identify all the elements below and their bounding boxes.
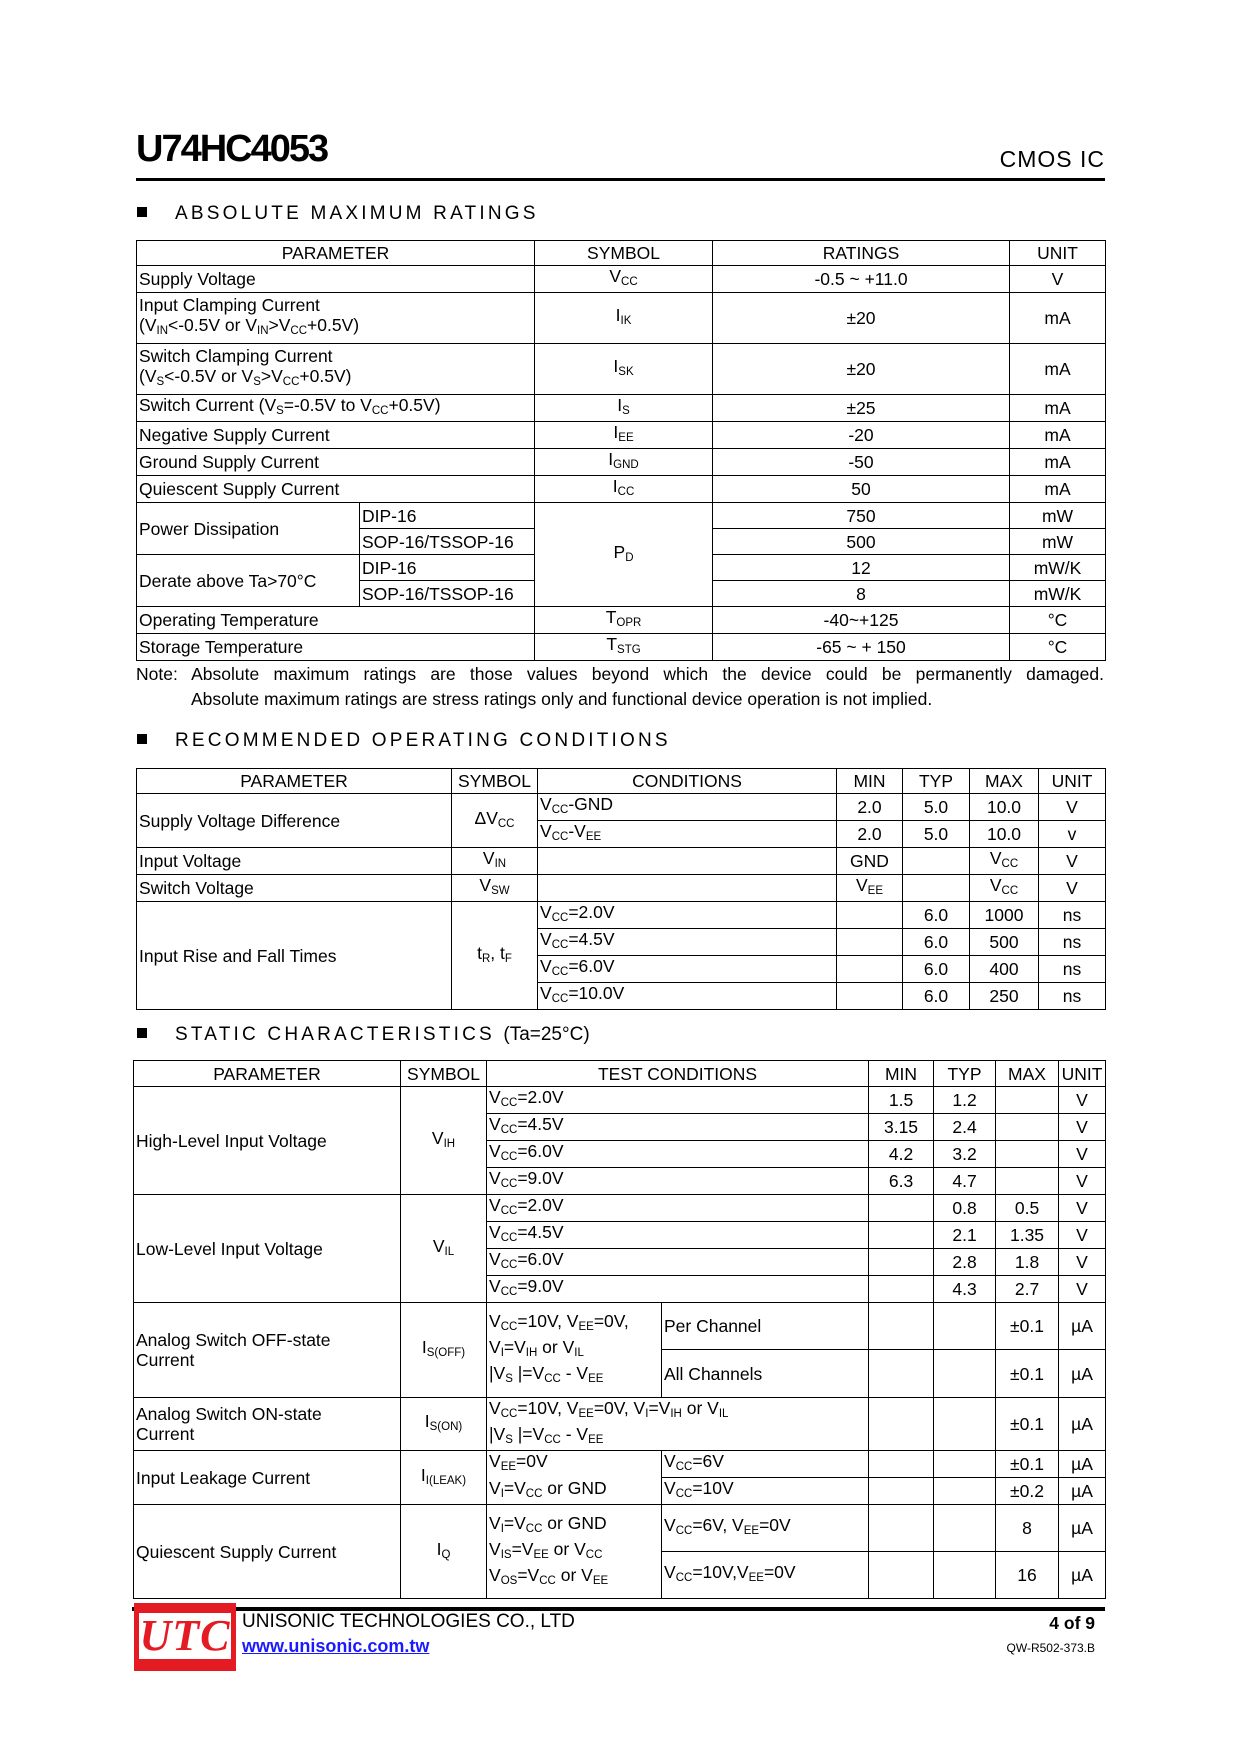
- cell-unit: V: [1039, 848, 1106, 875]
- cell-unit: V: [1059, 1222, 1106, 1249]
- cell-max: [996, 1114, 1059, 1141]
- cell-package: SOP-16/TSSOP-16: [360, 581, 535, 607]
- cell-symbol: $I_{S(OFF)}$: [401, 1303, 487, 1398]
- table-row: [134, 1398, 1106, 1451]
- cell-max: 250: [970, 983, 1039, 1010]
- table-row: [134, 1505, 1106, 1552]
- cell-max: 1000: [970, 902, 1039, 929]
- table-row: [137, 344, 1106, 395]
- cell-unit: mA: [1010, 293, 1106, 344]
- cell-unit: mW/K: [1010, 555, 1106, 581]
- page-number: 4 of 9: [1049, 1613, 1095, 1633]
- cell-unit: ns: [1039, 929, 1106, 956]
- cell-conditions: $V_{CC}=10V$, $V_{EE}=0V$, $V_I=V_{IH}$ or $V_{IL}$ $|V_S$ $|=V_{CC} - V_{EE}$: [487, 1303, 662, 1398]
- cell-parameter: Supply Voltage: [137, 266, 535, 293]
- table-row: [134, 1451, 1106, 1478]
- ratings-note: [136, 662, 1104, 712]
- cell-symbol: $T_{STG}$: [535, 634, 713, 661]
- cell-conditions: $V_{CC}=10V$, $V_{EE}=0V$, $V_I=V_{IH}$ or $V_{IL}$ $|V_S$ $|=V_{CC} - V_{EE}$: [487, 1398, 869, 1451]
- cell-max: 1.35: [996, 1222, 1059, 1249]
- cell-typ: 6.0: [903, 956, 970, 983]
- cell-parameter: Switch Voltage: [137, 875, 452, 902]
- cell-typ: 4.7: [934, 1168, 996, 1195]
- col-header-unit: UNIT: [1010, 241, 1106, 266]
- cell-ratings: 50: [713, 476, 1010, 503]
- col-header-max: MAX: [996, 1061, 1059, 1087]
- table-row: [137, 476, 1106, 503]
- cell-parameter: Power Dissipation: [137, 503, 360, 555]
- cell-symbol: $I_{SK}$: [535, 344, 713, 395]
- col-header-unit: UNIT: [1059, 1061, 1106, 1087]
- table-header-row: [134, 1061, 1106, 1087]
- cell-conditions: $V_{CC}=6.0V$: [487, 1249, 869, 1276]
- cell-typ: 3.2: [934, 1141, 996, 1168]
- cell-typ: [903, 875, 970, 902]
- table-row: [137, 449, 1106, 476]
- cell-typ: 2.4: [934, 1114, 996, 1141]
- cell-ratings: 500: [713, 529, 1010, 555]
- table-row: [137, 422, 1106, 449]
- col-header-parameter: PARAMETER: [134, 1061, 401, 1087]
- cell-unit: mA: [1010, 344, 1106, 395]
- cell-min: [869, 1276, 934, 1303]
- cell-parameter: Switch Current ($V_S=-0.5V$ to $V_{CC}+0.5V$): [137, 395, 535, 422]
- device-family: CMOS IC: [999, 146, 1105, 172]
- cell-conditions: $V_{CC}=4.5V$: [487, 1222, 869, 1249]
- cell-parameter: Ground Supply Current: [137, 449, 535, 476]
- cell-min: 1.5: [869, 1087, 934, 1114]
- cell-unit: µA: [1059, 1478, 1106, 1505]
- cell-ratings: -65 ~ + 150: [713, 634, 1010, 661]
- cell-ratings: ±20: [713, 344, 1010, 395]
- table-row: [134, 1303, 1106, 1350]
- section-title: RECOMMENDED OPERATING CONDITIONS: [175, 730, 671, 751]
- table-row: [137, 503, 1106, 529]
- cell-conditions: $V_{CC}=9.0V$: [487, 1276, 869, 1303]
- cell-unit: µA: [1059, 1398, 1106, 1451]
- cell-min: [837, 902, 903, 929]
- cell-conditions: $V_{CC}=2.0V$: [487, 1087, 869, 1114]
- col-header-conditions: CONDITIONS: [538, 769, 837, 794]
- cell-max: ±0.2: [996, 1478, 1059, 1505]
- cell-max: 8: [996, 1505, 1059, 1552]
- cell-typ: [934, 1505, 996, 1552]
- section-recommended: [137, 730, 671, 752]
- cell-min: $V_{EE}$: [837, 875, 903, 902]
- cell-unit: µA: [1059, 1451, 1106, 1478]
- cell-conditions: $V_{CC}=6.0V$: [487, 1141, 869, 1168]
- cell-ratings: 8: [713, 581, 1010, 607]
- section-static: [137, 1024, 590, 1046]
- col-header-min: MIN: [869, 1061, 934, 1087]
- cell-max: 400: [970, 956, 1039, 983]
- cell-conditions: $V_I=V_{CC}$ or GND: [487, 1478, 662, 1505]
- cell-conditions: $V_{CC}=6.0V$: [538, 956, 837, 983]
- table-row: [137, 848, 1106, 875]
- cell-ratings: ±20: [713, 293, 1010, 344]
- cell-conditions: $V_{CC}$-GND: [538, 794, 837, 821]
- part-number: U74HC4053: [136, 128, 328, 170]
- cell-unit: V: [1059, 1249, 1106, 1276]
- cell-ratings: -40~+125: [713, 607, 1010, 634]
- cell-unit: ns: [1039, 902, 1106, 929]
- cell-min: 4.2: [869, 1141, 934, 1168]
- cell-conditions: [538, 848, 837, 875]
- cell-parameter: High-Level Input Voltage: [134, 1087, 401, 1195]
- cell-unit: V: [1059, 1087, 1106, 1114]
- table-row: [137, 266, 1106, 293]
- cell-min: [869, 1249, 934, 1276]
- cell-max: ±0.1: [996, 1303, 1059, 1350]
- note-line-2: Absolute maximum ratings are stress ratings only and functional device operation is not implied.: [191, 689, 933, 709]
- cell-symbol: $T_{OPR}$: [535, 607, 713, 634]
- cell-conditions: $V_{CC}=4.5V$: [538, 929, 837, 956]
- cell-conditions: $V_{CC}-V_{EE}$: [538, 821, 837, 848]
- cell-unit: mW/K: [1010, 581, 1106, 607]
- cell-typ: [934, 1398, 996, 1451]
- cell-typ: 0.8: [934, 1195, 996, 1222]
- cell-min: 6.3: [869, 1168, 934, 1195]
- document-number: QW-R502-373.B: [1006, 1641, 1095, 1655]
- cell-typ: 5.0: [903, 821, 970, 848]
- cell-parameter: Operating Temperature: [137, 607, 535, 634]
- cell-ratings: -0.5 ~ +11.0: [713, 266, 1010, 293]
- cell-max: 500: [970, 929, 1039, 956]
- cell-max: ±0.1: [996, 1451, 1059, 1478]
- note-line-1: Note: Absolute maximum ratings are those values beyond which the device could be permanently damaged.: [136, 664, 1104, 684]
- cell-min: [869, 1350, 934, 1398]
- table-header-row: [137, 241, 1106, 266]
- square-bullet-icon: [137, 734, 147, 744]
- cell-typ: 6.0: [903, 929, 970, 956]
- cell-min: [869, 1398, 934, 1451]
- cell-package: SOP-16/TSSOP-16: [360, 529, 535, 555]
- cell-symbol: $t_R$, $t_F$: [452, 902, 538, 1010]
- cell-min: 3.15: [869, 1114, 934, 1141]
- table-row: [137, 395, 1106, 422]
- cell-conditions: $V_{CC}=4.5V$: [487, 1114, 869, 1141]
- cell-unit: °C: [1010, 634, 1106, 661]
- cell-max: 10.0: [970, 821, 1039, 848]
- table-row: [137, 634, 1106, 661]
- cell-min: [869, 1222, 934, 1249]
- cell-typ: [934, 1451, 996, 1478]
- cell-typ: [934, 1303, 996, 1350]
- cell-unit: mA: [1010, 422, 1106, 449]
- cell-max: 10.0: [970, 794, 1039, 821]
- cell-typ: 1.2: [934, 1087, 996, 1114]
- cell-symbol: $I_{EE}$: [535, 422, 713, 449]
- cell-parameter: Quiescent Supply Current: [134, 1505, 401, 1599]
- cell-max: [996, 1168, 1059, 1195]
- table-row: [137, 902, 1106, 929]
- cell-ratings: -50: [713, 449, 1010, 476]
- cell-min: GND: [837, 848, 903, 875]
- square-bullet-icon: [137, 1028, 147, 1038]
- header-rule: [136, 178, 1105, 181]
- cell-parameter: Input Voltage: [137, 848, 452, 875]
- section-title: ABSOLUTE MAXIMUM RATINGS: [175, 203, 539, 224]
- cell-parameter: Storage Temperature: [137, 634, 535, 661]
- cell-min: [837, 929, 903, 956]
- cell-ratings: 12: [713, 555, 1010, 581]
- cell-package: DIP-16: [360, 503, 535, 529]
- cell-ratings: -20: [713, 422, 1010, 449]
- cell-subcondition: $V_{CC}=10V,V_{EE}=0V$: [662, 1552, 869, 1599]
- cell-min: [869, 1505, 934, 1552]
- cell-max: $V_{CC}$: [970, 875, 1039, 902]
- cell-unit: µA: [1059, 1505, 1106, 1552]
- cell-unit: V: [1059, 1195, 1106, 1222]
- table-row: [134, 1195, 1106, 1222]
- cell-parameter: Quiescent Supply Current: [137, 476, 535, 503]
- cell-unit: V: [1059, 1114, 1106, 1141]
- cell-unit: mW: [1010, 503, 1106, 529]
- recommended-conditions-table: [136, 768, 1106, 1010]
- cell-typ: 5.0: [903, 794, 970, 821]
- cell-unit: V: [1039, 794, 1106, 821]
- cell-typ: [934, 1350, 996, 1398]
- cell-unit: V: [1059, 1141, 1106, 1168]
- cell-typ: [934, 1552, 996, 1599]
- col-header-symbol: SYMBOL: [535, 241, 713, 266]
- col-header-typ: TYP: [934, 1061, 996, 1087]
- cell-max: 16: [996, 1552, 1059, 1599]
- cell-typ: [903, 848, 970, 875]
- cell-conditions: $V_{CC}=9.0V$: [487, 1168, 869, 1195]
- cell-unit: V: [1059, 1168, 1106, 1195]
- cell-max: [996, 1087, 1059, 1114]
- cell-unit: µA: [1059, 1303, 1106, 1350]
- logo-text: UTC: [139, 1611, 231, 1660]
- cell-ratings: ±25: [713, 395, 1010, 422]
- cell-subcondition: Per Channel: [662, 1303, 869, 1350]
- cell-symbol: $I_{CC}$: [535, 476, 713, 503]
- cell-conditions: $V_{EE}=0V$: [487, 1451, 662, 1478]
- cell-min: [837, 983, 903, 1010]
- cell-typ: 2.1: [934, 1222, 996, 1249]
- cell-parameter: Supply Voltage Difference: [137, 794, 452, 848]
- col-header-ratings: RATINGS: [713, 241, 1010, 266]
- table-row: [137, 607, 1106, 634]
- cell-symbol: $V_{SW}$: [452, 875, 538, 902]
- cell-max: ±0.1: [996, 1398, 1059, 1451]
- cell-max: ±0.1: [996, 1350, 1059, 1398]
- col-header-typ: TYP: [903, 769, 970, 794]
- cell-parameter: Input Clamping Current ($V_{IN}<-0.5V$ or $V_{IN}>V_{CC}+0.5V$): [137, 293, 535, 344]
- col-header-parameter: PARAMETER: [137, 769, 452, 794]
- col-header-parameter: PARAMETER: [137, 241, 535, 266]
- cell-symbol: $I_{S(ON)}$: [401, 1398, 487, 1451]
- section-title: STATIC CHARACTERISTICS: [175, 1024, 495, 1045]
- cell-min: [869, 1303, 934, 1350]
- cell-unit: mA: [1010, 395, 1106, 422]
- cell-subcondition: $V_{CC}=10V$: [662, 1478, 869, 1505]
- cell-symbol: $V_{IN}$: [452, 848, 538, 875]
- cell-unit: mW: [1010, 529, 1106, 555]
- company-website-link[interactable]: www.unisonic.com.tw: [242, 1636, 430, 1656]
- cell-unit: µA: [1059, 1552, 1106, 1599]
- cell-parameter: Input Rise and Fall Times: [137, 902, 452, 1010]
- cell-symbol: $I_{IK}$: [535, 293, 713, 344]
- cell-typ: 4.3: [934, 1276, 996, 1303]
- cell-parameter: Derate above Ta>70°C: [137, 555, 360, 607]
- cell-unit: mA: [1010, 449, 1106, 476]
- table-row: [137, 293, 1106, 344]
- col-header-symbol: SYMBOL: [401, 1061, 487, 1087]
- cell-package: DIP-16: [360, 555, 535, 581]
- cell-symbol: $V_{IL}$: [401, 1195, 487, 1303]
- cell-min: [837, 956, 903, 983]
- cell-conditions: $V_{CC}=2.0V$: [538, 902, 837, 929]
- cell-unit: ns: [1039, 983, 1106, 1010]
- cell-min: [869, 1195, 934, 1222]
- company-name: UNISONIC TECHNOLOGIES CO., LTD: [242, 1611, 575, 1632]
- cell-min: [869, 1451, 934, 1478]
- cell-symbol: $P_D$: [535, 503, 713, 607]
- col-header-conditions: TEST CONDITIONS: [487, 1061, 869, 1087]
- cell-unit: V: [1059, 1276, 1106, 1303]
- cell-unit: v: [1039, 821, 1106, 848]
- cell-max: 2.7: [996, 1276, 1059, 1303]
- cell-symbol: $I_Q$: [401, 1505, 487, 1599]
- static-characteristics-table: [133, 1060, 1106, 1599]
- cell-max: 0.5: [996, 1195, 1059, 1222]
- cell-ratings: 750: [713, 503, 1010, 529]
- cell-conditions: [538, 875, 837, 902]
- cell-subcondition: $V_{CC}=6V$, $V_{EE}=0V$: [662, 1505, 869, 1552]
- cell-conditions: $V_I=V_{CC}$ or GND $V_{IS}=V_{EE}$ or $V_{CC}$ $V_{OS}=V_{CC}$ or $V_{EE}$: [487, 1505, 662, 1599]
- table-header-row: [137, 769, 1106, 794]
- cell-parameter: Low-Level Input Voltage: [134, 1195, 401, 1303]
- cell-symbol: $I_S$: [535, 395, 713, 422]
- cell-min: [869, 1552, 934, 1599]
- utc-logo: [134, 1603, 236, 1671]
- cell-symbol: $I_{I(LEAK)}$: [401, 1451, 487, 1505]
- cell-parameter: Switch Clamping Current ($V_S<-0.5V$ or $V_S>V_{CC}+0.5V$): [137, 344, 535, 395]
- cell-unit: V: [1039, 875, 1106, 902]
- cell-symbol: $I_{GND}$: [535, 449, 713, 476]
- cell-conditions: $V_{CC}=10.0V$: [538, 983, 837, 1010]
- cell-max: [996, 1141, 1059, 1168]
- cell-typ: 6.0: [903, 983, 970, 1010]
- cell-parameter: Input Leakage Current: [134, 1451, 401, 1505]
- cell-max: $V_{CC}$: [970, 848, 1039, 875]
- cell-min: 2.0: [837, 794, 903, 821]
- table-row: [137, 875, 1106, 902]
- cell-min: 2.0: [837, 821, 903, 848]
- cell-subcondition: $V_{CC}=6V$: [662, 1451, 869, 1478]
- col-header-max: MAX: [970, 769, 1039, 794]
- cell-parameter: Negative Supply Current: [137, 422, 535, 449]
- table-row: [134, 1087, 1106, 1114]
- col-header-min: MIN: [837, 769, 903, 794]
- cell-symbol: $V_{CC}$: [535, 266, 713, 293]
- col-header-symbol: SYMBOL: [452, 769, 538, 794]
- cell-symbol: $V_{IH}$: [401, 1087, 487, 1195]
- cell-subcondition: All Channels: [662, 1350, 869, 1398]
- cell-unit: V: [1010, 266, 1106, 293]
- section-absolute-max: [137, 203, 539, 225]
- cell-min: [869, 1478, 934, 1505]
- section-condition: (Ta=25°C): [503, 1024, 590, 1045]
- cell-typ: 2.8: [934, 1249, 996, 1276]
- cell-unit: mA: [1010, 476, 1106, 503]
- table-row: [137, 794, 1106, 821]
- cell-unit: µA: [1059, 1350, 1106, 1398]
- cell-typ: [934, 1478, 996, 1505]
- cell-max: 1.8: [996, 1249, 1059, 1276]
- cell-parameter: Analog Switch OFF-state Current: [134, 1303, 401, 1398]
- cell-parameter: Analog Switch ON-state Current: [134, 1398, 401, 1451]
- square-bullet-icon: [137, 207, 147, 217]
- cell-typ: 6.0: [903, 902, 970, 929]
- col-header-unit: UNIT: [1039, 769, 1106, 794]
- cell-conditions: $V_{CC}=2.0V$: [487, 1195, 869, 1222]
- absolute-max-table: [136, 240, 1106, 661]
- cell-symbol: $\Delta V_{CC}$: [452, 794, 538, 848]
- cell-unit: °C: [1010, 607, 1106, 634]
- cell-unit: ns: [1039, 956, 1106, 983]
